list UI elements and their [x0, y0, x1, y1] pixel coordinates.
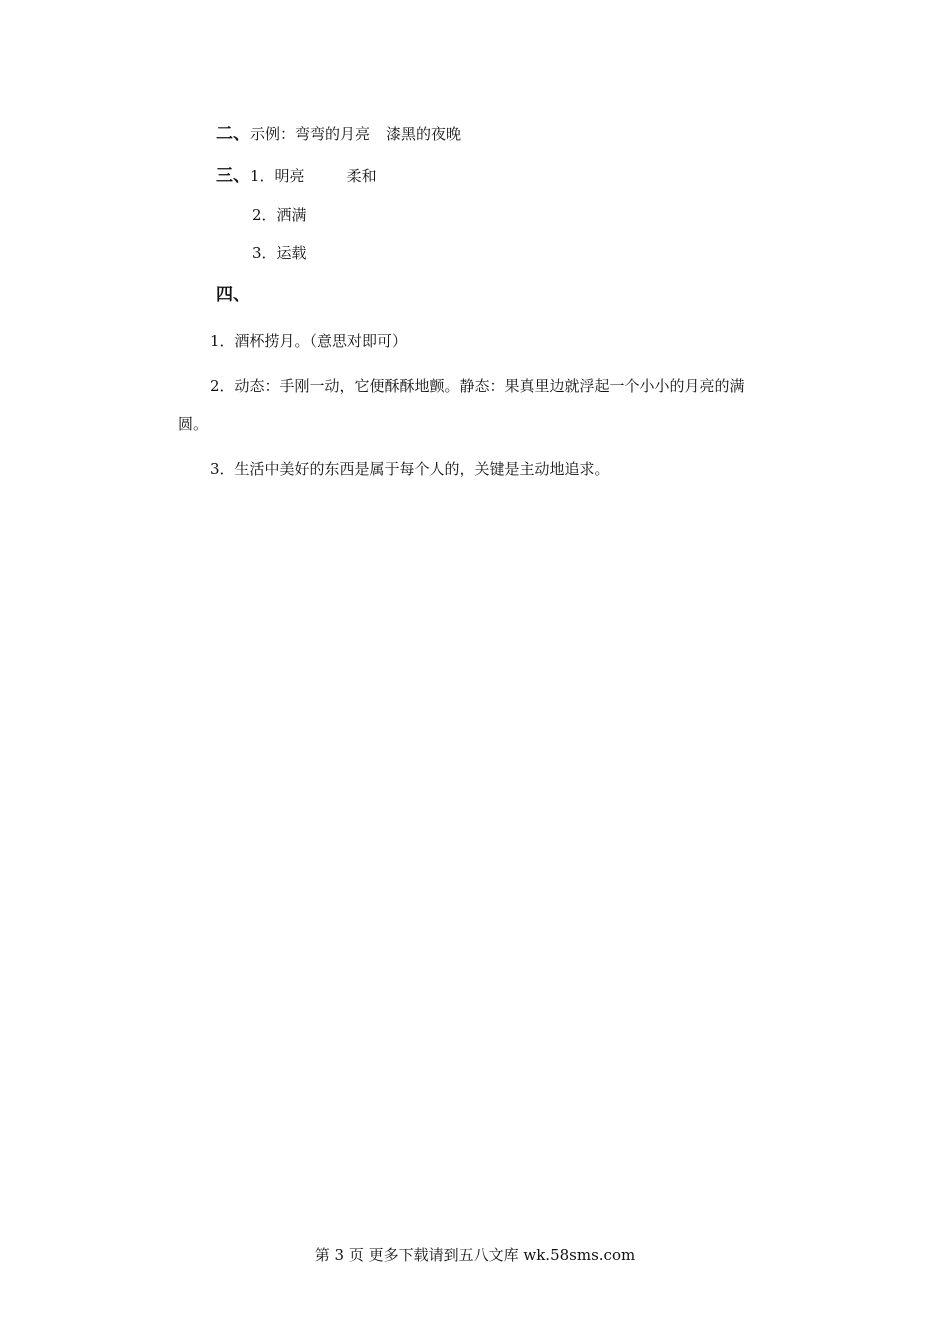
section-4-heading — [216, 285, 250, 305]
page-footer: 第 3 页 更多下载请到五八文库 wk.58sms.com — [314, 1246, 636, 1264]
section-4-item-1: 1．酒杯捞月。（意思对即可） — [210, 332, 408, 350]
section-2-label: 示例： — [250, 125, 296, 143]
section-2-example-2: 漆黑的夜晚 — [386, 125, 462, 143]
section-3-item-2: 2．洒满 — [252, 206, 307, 224]
section-2-line — [216, 124, 461, 144]
section-4-item-3: 3．生活中美好的东西是属于每个人的，关键是主动地追求。 — [210, 460, 610, 478]
section-2-example-1: 弯弯的月亮 — [295, 125, 371, 143]
section-3-item-3: 3．运载 — [252, 244, 307, 262]
section-4-item-2-line-2: 圆。 — [178, 415, 209, 433]
section-2-number: 二、 — [216, 124, 250, 144]
section-3-item-1-word-1: 明亮 — [274, 167, 305, 185]
section-4-number: 四、 — [216, 285, 250, 305]
section-3-line — [216, 166, 377, 186]
section-3-item-1-word-2: 柔和 — [346, 167, 377, 185]
section-3-number: 三、 — [216, 166, 250, 186]
section-4-item-2-line-1: 2．动态：手刚一动，它便酥酥地颤。静态：果真里边就浮起一个小小的月亮的满 — [210, 377, 745, 395]
section-3-item-1-prefix: 1． — [250, 167, 275, 185]
